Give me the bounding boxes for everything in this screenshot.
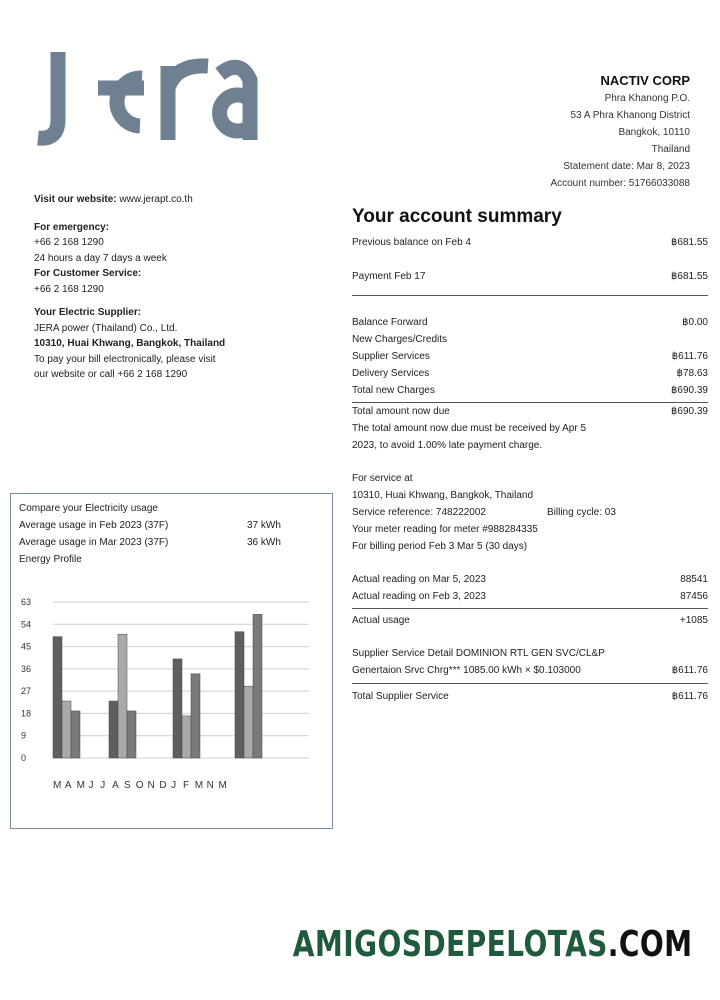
x-tick-label: A	[112, 780, 119, 791]
balance-forward-row: Balance Forward ฿0.00	[352, 317, 708, 328]
y-tick-label: 9	[21, 730, 27, 741]
new-charges-row: New Charges/Credits	[352, 334, 448, 345]
account-summary	[352, 206, 708, 705]
usage-bar	[118, 634, 127, 758]
pay-info-line: our website or call +66 2 168 1290	[34, 369, 188, 380]
service-at-label: For service at	[352, 473, 413, 484]
customer-service-label: For Customer Service:	[34, 268, 142, 279]
statement-date: Statement date: Mar 8, 2023	[563, 161, 690, 172]
emergency-phone: +66 2 168 1290	[34, 237, 104, 248]
watermark-suffix: .COM	[607, 924, 692, 965]
service-address: 10310, Huai Khwang, Bangkok, Thailand	[352, 490, 534, 501]
footer-watermark	[292, 924, 692, 965]
actual-usage-row: Actual usage +1085	[352, 615, 708, 626]
contact-info	[34, 192, 324, 383]
company-line: 53 A Phra Khanong District	[570, 110, 690, 121]
divider	[352, 608, 708, 609]
x-tick-label: J	[88, 780, 94, 791]
usage-comparison-box	[10, 493, 333, 829]
x-tick-label: J	[171, 780, 177, 791]
watermark-brand: AMIGOSDEPELOTAS	[292, 924, 608, 965]
service-reference-row: Service reference: 748222002 Billing cycle: 03	[352, 507, 616, 518]
account-number: Account number: 51766033088	[550, 178, 690, 189]
previous-balance-row: Previous balance on Feb 4 ฿681.55	[352, 237, 708, 248]
total-due-row: Total amount now due ฿690.39	[352, 406, 708, 417]
x-tick-label: D	[159, 780, 167, 791]
due-note: The total amount now due must be received by Apr 5	[352, 423, 587, 434]
emergency-hours: 24 hours a day 7 days a week	[34, 252, 167, 264]
usage-bar	[71, 711, 80, 758]
supplier-label: Your Electric Supplier:	[34, 307, 142, 318]
y-tick-label: 27	[21, 686, 32, 697]
payment-row: Payment Feb 17 ฿681.55	[352, 271, 708, 282]
company-name: NACTIV CORP	[600, 73, 690, 88]
y-tick-label: 63	[21, 597, 32, 607]
supplier-detail: Supplier Service Detail DOMINION RTL GEN SVC/CL&P	[352, 648, 605, 659]
x-tick-label: F	[182, 780, 190, 791]
usage-bar	[53, 637, 62, 758]
energy-profile-label: Energy Profile	[19, 554, 82, 565]
actual-reading-feb-row: Actual reading on Feb 3, 2023 87456	[352, 591, 708, 602]
usage-bar	[182, 716, 191, 758]
x-tick-label: N	[206, 780, 214, 791]
x-tick-label: M	[194, 780, 204, 791]
usage-bar	[253, 614, 262, 758]
actual-reading-mar-row: Actual reading on Mar 5, 2023 88541	[352, 574, 708, 585]
x-tick-label: M	[76, 780, 85, 791]
website-label: Visit our website:	[34, 194, 117, 205]
due-note: 2023, to avoid 1.00% late payment charge.	[352, 440, 543, 451]
website-link[interactable]: www.jerapt.co.th	[119, 194, 193, 205]
y-tick-label: 54	[21, 619, 32, 630]
billing-period: For billing period Feb 3 Mar 5 (30 days)	[352, 541, 528, 552]
meter-line: Your meter reading for meter #988284335	[352, 524, 538, 535]
usage-bar	[244, 686, 253, 758]
y-tick-label: 36	[21, 663, 32, 674]
delivery-services-row: Delivery Services ฿78.63	[352, 368, 708, 379]
customer-service-phone: +66 2 168 1290	[34, 283, 104, 295]
company-line: Thailand	[651, 144, 690, 155]
x-tick-label: M	[218, 780, 227, 791]
x-tick-label: N	[147, 780, 155, 791]
usage-bar	[109, 701, 118, 758]
company-line: Phra Khanong P.O.	[604, 93, 690, 104]
usage-bar	[173, 659, 182, 758]
usage-bar	[235, 632, 244, 758]
x-tick-label: M	[53, 780, 62, 791]
x-tick-label: A	[64, 780, 72, 791]
x-tick-label: J	[100, 780, 106, 791]
total-new-charges-row: Total new Charges ฿690.39	[352, 385, 708, 396]
generation-charge-row: Genertaion Srvc Chrg*** 1085.00 kWh × $0.103000 ฿611.76	[352, 665, 708, 676]
energy-profile-chart	[19, 594, 319, 804]
usage-bar	[62, 701, 71, 758]
emergency-label: For emergency:	[34, 221, 110, 233]
divider	[352, 683, 708, 684]
usage-bar	[127, 711, 136, 758]
x-tick-label: O	[135, 780, 144, 791]
y-tick-label: 18	[21, 708, 32, 719]
total-supplier-row: Total Supplier Service ฿611.76	[352, 691, 708, 702]
summary-title: Your account summary	[352, 206, 562, 227]
supplier-name: JERA power (Thailand) Co., Ltd.	[34, 322, 178, 334]
y-tick-label: 45	[21, 641, 32, 652]
supplier-services-row: Supplier Services ฿611.76	[352, 351, 708, 362]
jera-logo	[28, 40, 268, 150]
divider	[352, 295, 708, 296]
usage-bar	[191, 674, 200, 758]
usage-title: Compare your Electricity usage	[19, 503, 158, 514]
company-line: Bangkok, 10110	[618, 127, 690, 138]
feb-usage-row: Average usage in Feb 2023 (37F) 37 kWh	[19, 520, 281, 531]
y-tick-label: 0	[21, 753, 27, 763]
company-address-block	[550, 72, 690, 192]
x-tick-label: S	[123, 780, 131, 791]
mar-usage-row: Average usage in Mar 2023 (37F) 36 kWh	[19, 537, 281, 548]
pay-info-line: To pay your bill electronically, please visit	[34, 353, 216, 365]
supplier-address: 10310, Huai Khwang, Bangkok, Thailand	[34, 338, 226, 349]
